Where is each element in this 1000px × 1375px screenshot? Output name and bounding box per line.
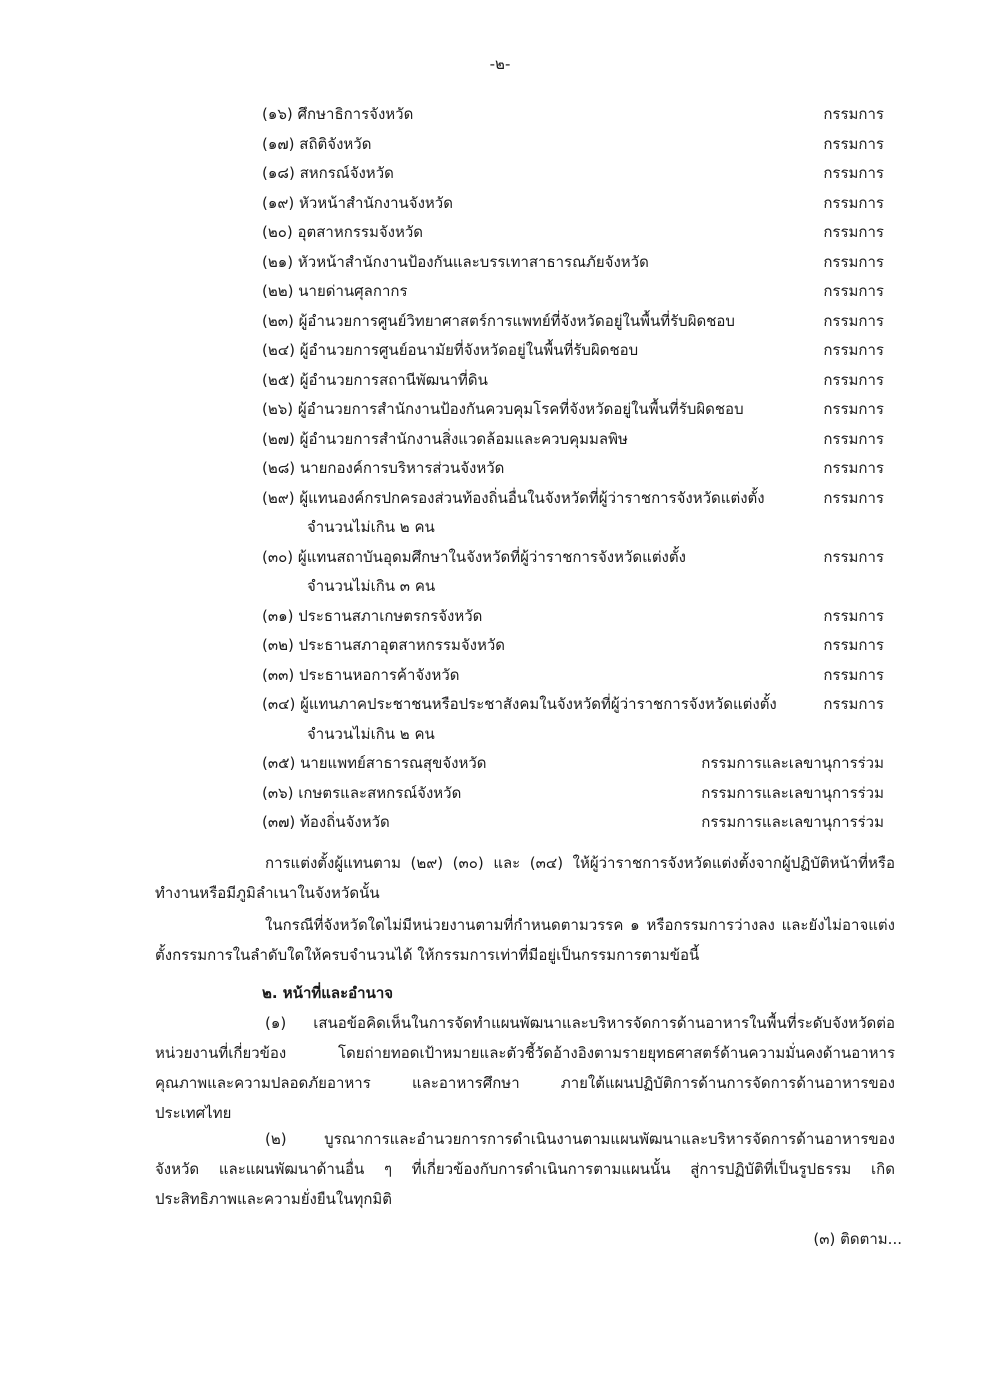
entry-role: กรรมการ xyxy=(823,488,884,507)
entry-number: (๓๗) xyxy=(262,813,296,831)
committee-entry xyxy=(262,631,902,661)
entry-number: (๒๐) xyxy=(262,223,293,241)
committee-entry xyxy=(262,130,902,160)
entry-name: ผู้อำนวยการสำนักงานสิ่งแวดล้อมและควบคุมมลพิษ xyxy=(299,429,628,448)
entry-number: (๓๑) xyxy=(262,606,294,625)
entry-number: (๑๗) xyxy=(262,134,295,153)
vacancy-text: ในกรณีที่จังหวัดใดไม่มีหน่วยงานตามที่กำหนดตามวรรค ๑ หรือกรรมการว่างลง และยังไม่อาจแต่งตั้งกรรมการในลำดับใดให้ครบจำนวนได้ ให้กรรมการเท่าที่มีอยู่เป็นกรรมการตามข้อนี้ xyxy=(155,916,895,964)
entry-role: กรรมการและเลขานุการร่วม xyxy=(701,783,884,802)
entry-number: (๒๖) xyxy=(262,400,294,418)
committee-entry xyxy=(262,808,902,838)
entry-role: กรรมการ xyxy=(823,341,884,359)
entry-name: ประธานสภาอุตสาหกรรมจังหวัด xyxy=(298,636,506,654)
entry-role: กรรมการ xyxy=(823,311,884,330)
entry-continuation: จำนวนไม่เกิน ๓ คน xyxy=(307,577,436,595)
entry-role: กรรมการ xyxy=(823,665,884,684)
entry-number: (๑๘) xyxy=(262,164,295,182)
duty-1-paragraph xyxy=(155,1008,895,1128)
entry-name: นายกองค์การบริหารส่วนจังหวัด xyxy=(299,459,505,477)
entry-number: (๒๒) xyxy=(262,282,294,300)
committee-list xyxy=(262,100,902,838)
entry-name: เกษตรและสหกรณ์จังหวัด xyxy=(298,783,462,802)
entry-role: กรรมการ xyxy=(823,282,884,300)
entry-role: กรรมการ xyxy=(823,547,884,566)
entry-number: (๓๓) xyxy=(262,665,295,684)
entry-role: กรรมการ xyxy=(823,370,884,389)
committee-entry xyxy=(262,690,902,749)
entry-name: ผู้อำนวยการศูนย์อนามัยที่จังหวัดอยู่ในพื้นที่รับผิดชอบ xyxy=(299,341,639,359)
committee-entry xyxy=(262,395,902,425)
entry-role: กรรมการ xyxy=(823,193,884,212)
committee-entry xyxy=(262,425,902,455)
entry-name: หัวหน้าสำนักงานป้องกันและบรรเทาสาธารณภัยจังหวัด xyxy=(297,252,649,271)
entry-number: (๓๔) xyxy=(262,695,296,713)
entry-number: (๒๑) xyxy=(262,252,294,271)
entry-name: ผู้อำนวยการศูนย์วิทยาศาสตร์การแพทย์ที่จังหวัดอยู่ในพื้นที่รับผิดชอบ xyxy=(298,311,735,330)
entry-number: (๒๗) xyxy=(262,429,295,448)
entry-continuation: จำนวนไม่เกิน ๒ คน xyxy=(307,518,435,536)
entry-role: กรรมการและเลขานุการร่วม xyxy=(701,813,884,831)
entry-number: (๑๙) xyxy=(262,193,295,212)
entry-continuation: จำนวนไม่เกิน ๒ คน xyxy=(307,724,435,743)
entry-role: กรรมการ xyxy=(823,606,884,625)
committee-entry xyxy=(262,366,902,396)
committee-entry xyxy=(262,454,902,484)
entry-name: ท้องถิ่นจังหวัด xyxy=(300,813,390,831)
entry-role: กรรมการ xyxy=(823,223,884,241)
committee-entry xyxy=(262,484,902,543)
committee-entry xyxy=(262,218,902,248)
entry-name: ผู้แทนภาคประชาชนหรือประชาสังคมในจังหวัดที่ผู้ว่าราชการจังหวัดแต่งตั้ง xyxy=(300,695,777,713)
entry-name: ผู้แทนองค์กรปกครองส่วนท้องถิ่นอื่นในจังหวัดที่ผู้ว่าราชการจังหวัดแต่งตั้ง xyxy=(299,488,765,507)
committee-entry xyxy=(262,277,902,307)
entry-role: กรรมการ xyxy=(823,636,884,654)
committee-entry xyxy=(262,661,902,691)
entry-number: (๒๓) xyxy=(262,311,294,330)
entry-role: กรรมการ xyxy=(823,695,884,713)
appointment-text: การแต่งตั้งผู้แทนตาม (๒๙) (๓๐) และ (๓๔) ให้ผู้ว่าราชการจังหวัดแต่งตั้งจากผู้ปฏิบัติหน้าที่หรือทำงานหรือมีภูมิลำเนาในจังหวัดนั้น xyxy=(155,854,895,902)
entry-number: (๒๙) xyxy=(262,488,295,507)
entry-number: (๓๐) xyxy=(262,547,294,566)
duty-2-text: (๒) บูรณาการและอำนวยการการดำเนินงานตามแผนพัฒนาและบริหารจัดการด้านอาหารของจังหวัด และแผนพัฒนาด้านอื่น ๆ ที่เกี่ยวข้องกับการดำเนินการตามแผนนั้น สู่การปฏิบัติที่เป็นรูปธรรม เกิดประสิทธิภาพและความยั่งยืนในทุกมิติ xyxy=(155,1130,895,1208)
entry-number: (๓๖) xyxy=(262,783,294,802)
committee-entry xyxy=(262,159,902,189)
entry-number: (๑๖) xyxy=(262,105,293,123)
entry-number: (๒๔) xyxy=(262,341,295,359)
entry-name: ประธานสภาเกษตรกรจังหวัด xyxy=(298,606,483,625)
appointment-paragraph xyxy=(155,848,895,908)
entry-number: (๒๕) xyxy=(262,370,295,389)
committee-entry xyxy=(262,307,902,337)
committee-entry xyxy=(262,779,902,809)
entry-role: กรรมการ xyxy=(823,400,884,418)
entry-number: (๒๘) xyxy=(262,459,296,477)
duty-2-paragraph xyxy=(155,1124,895,1214)
entry-name: ผู้อำนวยการสำนักงานป้องกันควบคุมโรคที่จังหวัดอยู่ในพื้นที่รับผิดชอบ xyxy=(297,400,744,418)
committee-entry xyxy=(262,189,902,219)
entry-role: กรรมการ xyxy=(823,252,884,271)
vacancy-paragraph xyxy=(155,910,895,970)
duty-1-text: (๑) เสนอข้อคิดเห็นในการจัดทำแผนพัฒนาและบริหารจัดการด้านอาหารในพื้นที่ระดับจังหวัดต่อหน่วยงานที่เกี่ยวข้อง โดยถ่ายทอดเป้าหมายและตัวชี้วัดอ้างอิงตามรายยุทธศาสตร์ด้านความมั่นคงด้านอาหาร คุณภาพและความปลอดภัยอาหาร และอาหารศึกษา ภายใต้แผนปฏิบัติการด้านการจัดการด้านอาหารของประเทศไทย xyxy=(155,1014,895,1122)
page-number: -๒- xyxy=(489,55,511,73)
entry-name: สหกรณ์จังหวัด xyxy=(299,164,394,182)
entry-name: ประธานหอการค้าจังหวัด xyxy=(299,665,460,684)
entry-name: นายแพทย์สาธารณสุขจังหวัด xyxy=(300,754,487,772)
entry-name: ผู้แทนสถาบันอุดมศึกษาในจังหวัดที่ผู้ว่าราชการจังหวัดแต่งตั้ง xyxy=(297,547,686,566)
entry-name: ผู้อำนวยการสถานีพัฒนาที่ดิน xyxy=(299,370,488,389)
section-heading: ๒. หน้าที่และอำนาจ xyxy=(262,984,394,1002)
entry-role: กรรมการ xyxy=(823,164,884,182)
entry-role: กรรมการ xyxy=(823,105,884,123)
entry-name: อุตสาหกรรมจังหวัด xyxy=(297,223,423,241)
entry-name: นายด่านศุลกากร xyxy=(298,282,408,300)
committee-entry xyxy=(262,248,902,278)
entry-number: (๓๕) xyxy=(262,754,296,772)
committee-entry xyxy=(262,336,902,366)
entry-name: หัวหน้าสำนักงานจังหวัด xyxy=(299,193,453,212)
entry-role: กรรมการ xyxy=(823,134,884,153)
committee-entry xyxy=(262,749,902,779)
entry-role: กรรมการและเลขานุการร่วม xyxy=(701,754,884,772)
entry-role: กรรมการ xyxy=(823,429,884,448)
continue-marker: (๓) ติดตาม... xyxy=(813,1230,902,1248)
entry-name: ศึกษาธิการจังหวัด xyxy=(297,105,414,123)
entry-name: สถิติจังหวัด xyxy=(299,134,372,153)
entry-role: กรรมการ xyxy=(823,459,884,477)
committee-entry xyxy=(262,100,902,130)
entry-number: (๓๒) xyxy=(262,636,294,654)
committee-entry xyxy=(262,543,902,602)
committee-entry xyxy=(262,602,902,632)
